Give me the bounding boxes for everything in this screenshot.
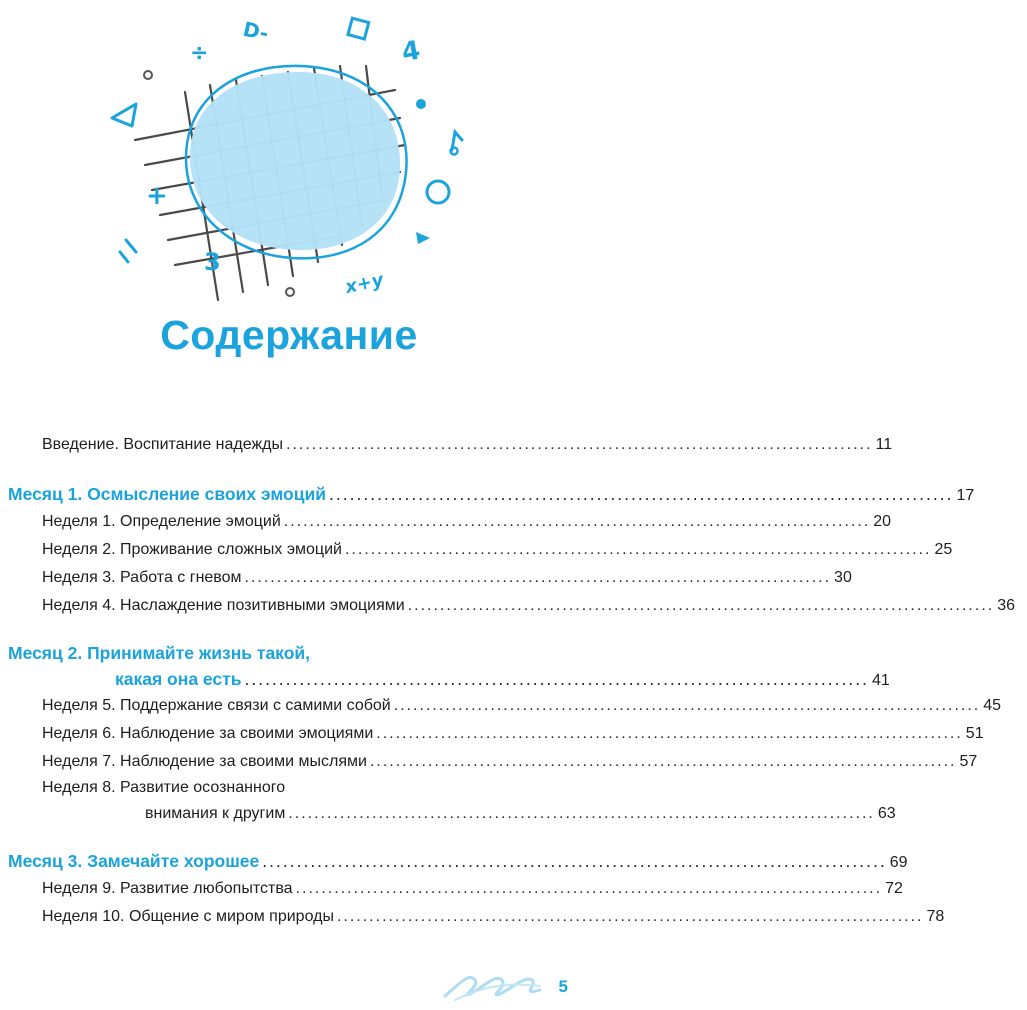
toc-entry-label: Неделя 4. Наслаждение позитивными эмоциями	[42, 597, 405, 614]
toc-month2-line1[interactable]	[0, 643, 578, 669]
toc-page-number: 63	[877, 805, 896, 822]
toc-leader-dots: ...........................................................................................	[288, 805, 875, 822]
toc-leader-dots: ...........................................................................................	[369, 753, 957, 770]
toc-entry-week10[interactable]	[0, 908, 945, 934]
divide-symbol: ÷	[190, 41, 209, 66]
toc-page-number: 69	[889, 854, 908, 871]
circle-outline-icon	[427, 181, 449, 203]
toc-page-number: 57	[959, 753, 978, 770]
toc-entry-label: Неделя 3. Работа с гневом	[42, 569, 242, 586]
toc-leader-dots: ...........................................................................................	[393, 697, 981, 714]
toc-week8-line1[interactable]	[0, 779, 578, 805]
toc-page-number: 30	[834, 569, 852, 586]
small-circle-bottom-icon	[286, 288, 294, 296]
toc-page-number: 36	[997, 597, 1016, 614]
page-number: 5	[558, 977, 568, 996]
toc-leader-dots: ...........................................................................................	[283, 513, 871, 530]
toc-leader-dots: ...........................................................................................	[407, 597, 995, 614]
plus-symbol: +	[146, 181, 168, 211]
triangle-outline-icon	[112, 104, 136, 126]
toc-page-number: 17	[956, 487, 975, 504]
toc-entry-label: Введение. Воспитание надежды	[42, 436, 283, 453]
toc-entry-month2[interactable]	[0, 669, 890, 695]
toc-leader-dots: ...........................................................................................	[262, 851, 887, 871]
small-circle-icon	[144, 71, 152, 79]
blue-blob-circle	[190, 72, 400, 250]
toc-entry-intro[interactable]	[0, 436, 893, 462]
toc-entry-label: Неделя 8. Развитие осознанного	[42, 779, 286, 796]
toc-entry-month1[interactable]	[0, 484, 975, 510]
toc-month-label: Месяц 2. Принимайте жизнь такой,	[8, 643, 311, 663]
toc-leader-dots: ...........................................................................................	[344, 541, 932, 558]
toc-entry-label: Неделя 6. Наблюдение за своими эмоциями	[42, 725, 374, 742]
four-symbol: 4	[399, 35, 423, 69]
toc-entry-label: Неделя 2. Проживание сложных эмоций	[42, 541, 342, 558]
toc-entry-week9[interactable]	[0, 880, 903, 906]
toc-month-label: Месяц 1. Осмысление своих эмоций	[8, 484, 327, 504]
toc-entry-week3[interactable]	[0, 569, 852, 595]
toc-entry-month3[interactable]	[0, 851, 908, 877]
dashed-lines-icon	[120, 240, 136, 262]
toc-page-number: 51	[965, 725, 984, 742]
toc-page-number: 20	[873, 513, 892, 530]
filled-triangle-icon	[416, 232, 430, 244]
toc-entry-week4[interactable]	[0, 597, 1016, 623]
dot-icon	[416, 99, 426, 109]
xy-symbol: x+y	[343, 269, 386, 298]
toc-page-number: 25	[934, 541, 953, 558]
toc-entry-label: Неделя 1. Определение эмоций	[42, 513, 281, 530]
toc-entry-label: Неделя 5. Поддержание связи с самими собой	[42, 697, 391, 714]
footer-brush-stroke	[440, 968, 550, 1004]
toc-leader-dots: ...........................................................................................	[244, 569, 832, 586]
toc-leader-dots: ...........................................................................................	[295, 880, 883, 897]
toc-entry-week1[interactable]	[0, 513, 892, 539]
toc-month-label-continued: какая она есть	[115, 669, 242, 689]
toc-entry-week6[interactable]	[0, 725, 984, 751]
toc-month-label: Месяц 3. Замечайте хорошее	[8, 851, 260, 871]
toc-page-number: 45	[983, 697, 1002, 714]
toc-page-number: 72	[885, 880, 903, 897]
toc-leader-dots: ...........................................................................................	[244, 669, 869, 689]
toc-entry-label: Неделя 9. Развитие любопытства	[42, 880, 293, 897]
toc-entry-label: Неделя 7. Наблюдение за своими мыслями	[42, 753, 367, 770]
toc-entry-week8[interactable]	[0, 805, 896, 831]
toc-page-number: 11	[875, 436, 893, 453]
toc-entry-label: Неделя 10. Общение с миром природы	[42, 908, 334, 925]
d-minus-symbol: D-	[240, 16, 271, 46]
square-outline-icon	[348, 18, 369, 39]
toc-leader-dots: ...........................................................................................	[376, 725, 963, 742]
toc-page-number: 78	[926, 908, 945, 925]
toc-entry-week7[interactable]	[0, 753, 978, 779]
decorative-math-illustration	[0, 0, 578, 310]
page-title: Содержание	[160, 312, 418, 358]
music-note-head-icon	[451, 148, 458, 155]
toc-entry-label-continued: внимания к другим	[145, 805, 286, 822]
toc-page-number: 41	[871, 672, 890, 689]
toc-leader-dots: ...........................................................................................	[329, 484, 954, 504]
three-symbol: 3	[204, 248, 221, 276]
toc-leader-dots: ...........................................................................................	[286, 436, 873, 453]
toc-entry-week5[interactable]	[0, 697, 1002, 723]
toc-entry-week2[interactable]	[0, 541, 953, 567]
toc-leader-dots: ...........................................................................................	[336, 908, 924, 925]
